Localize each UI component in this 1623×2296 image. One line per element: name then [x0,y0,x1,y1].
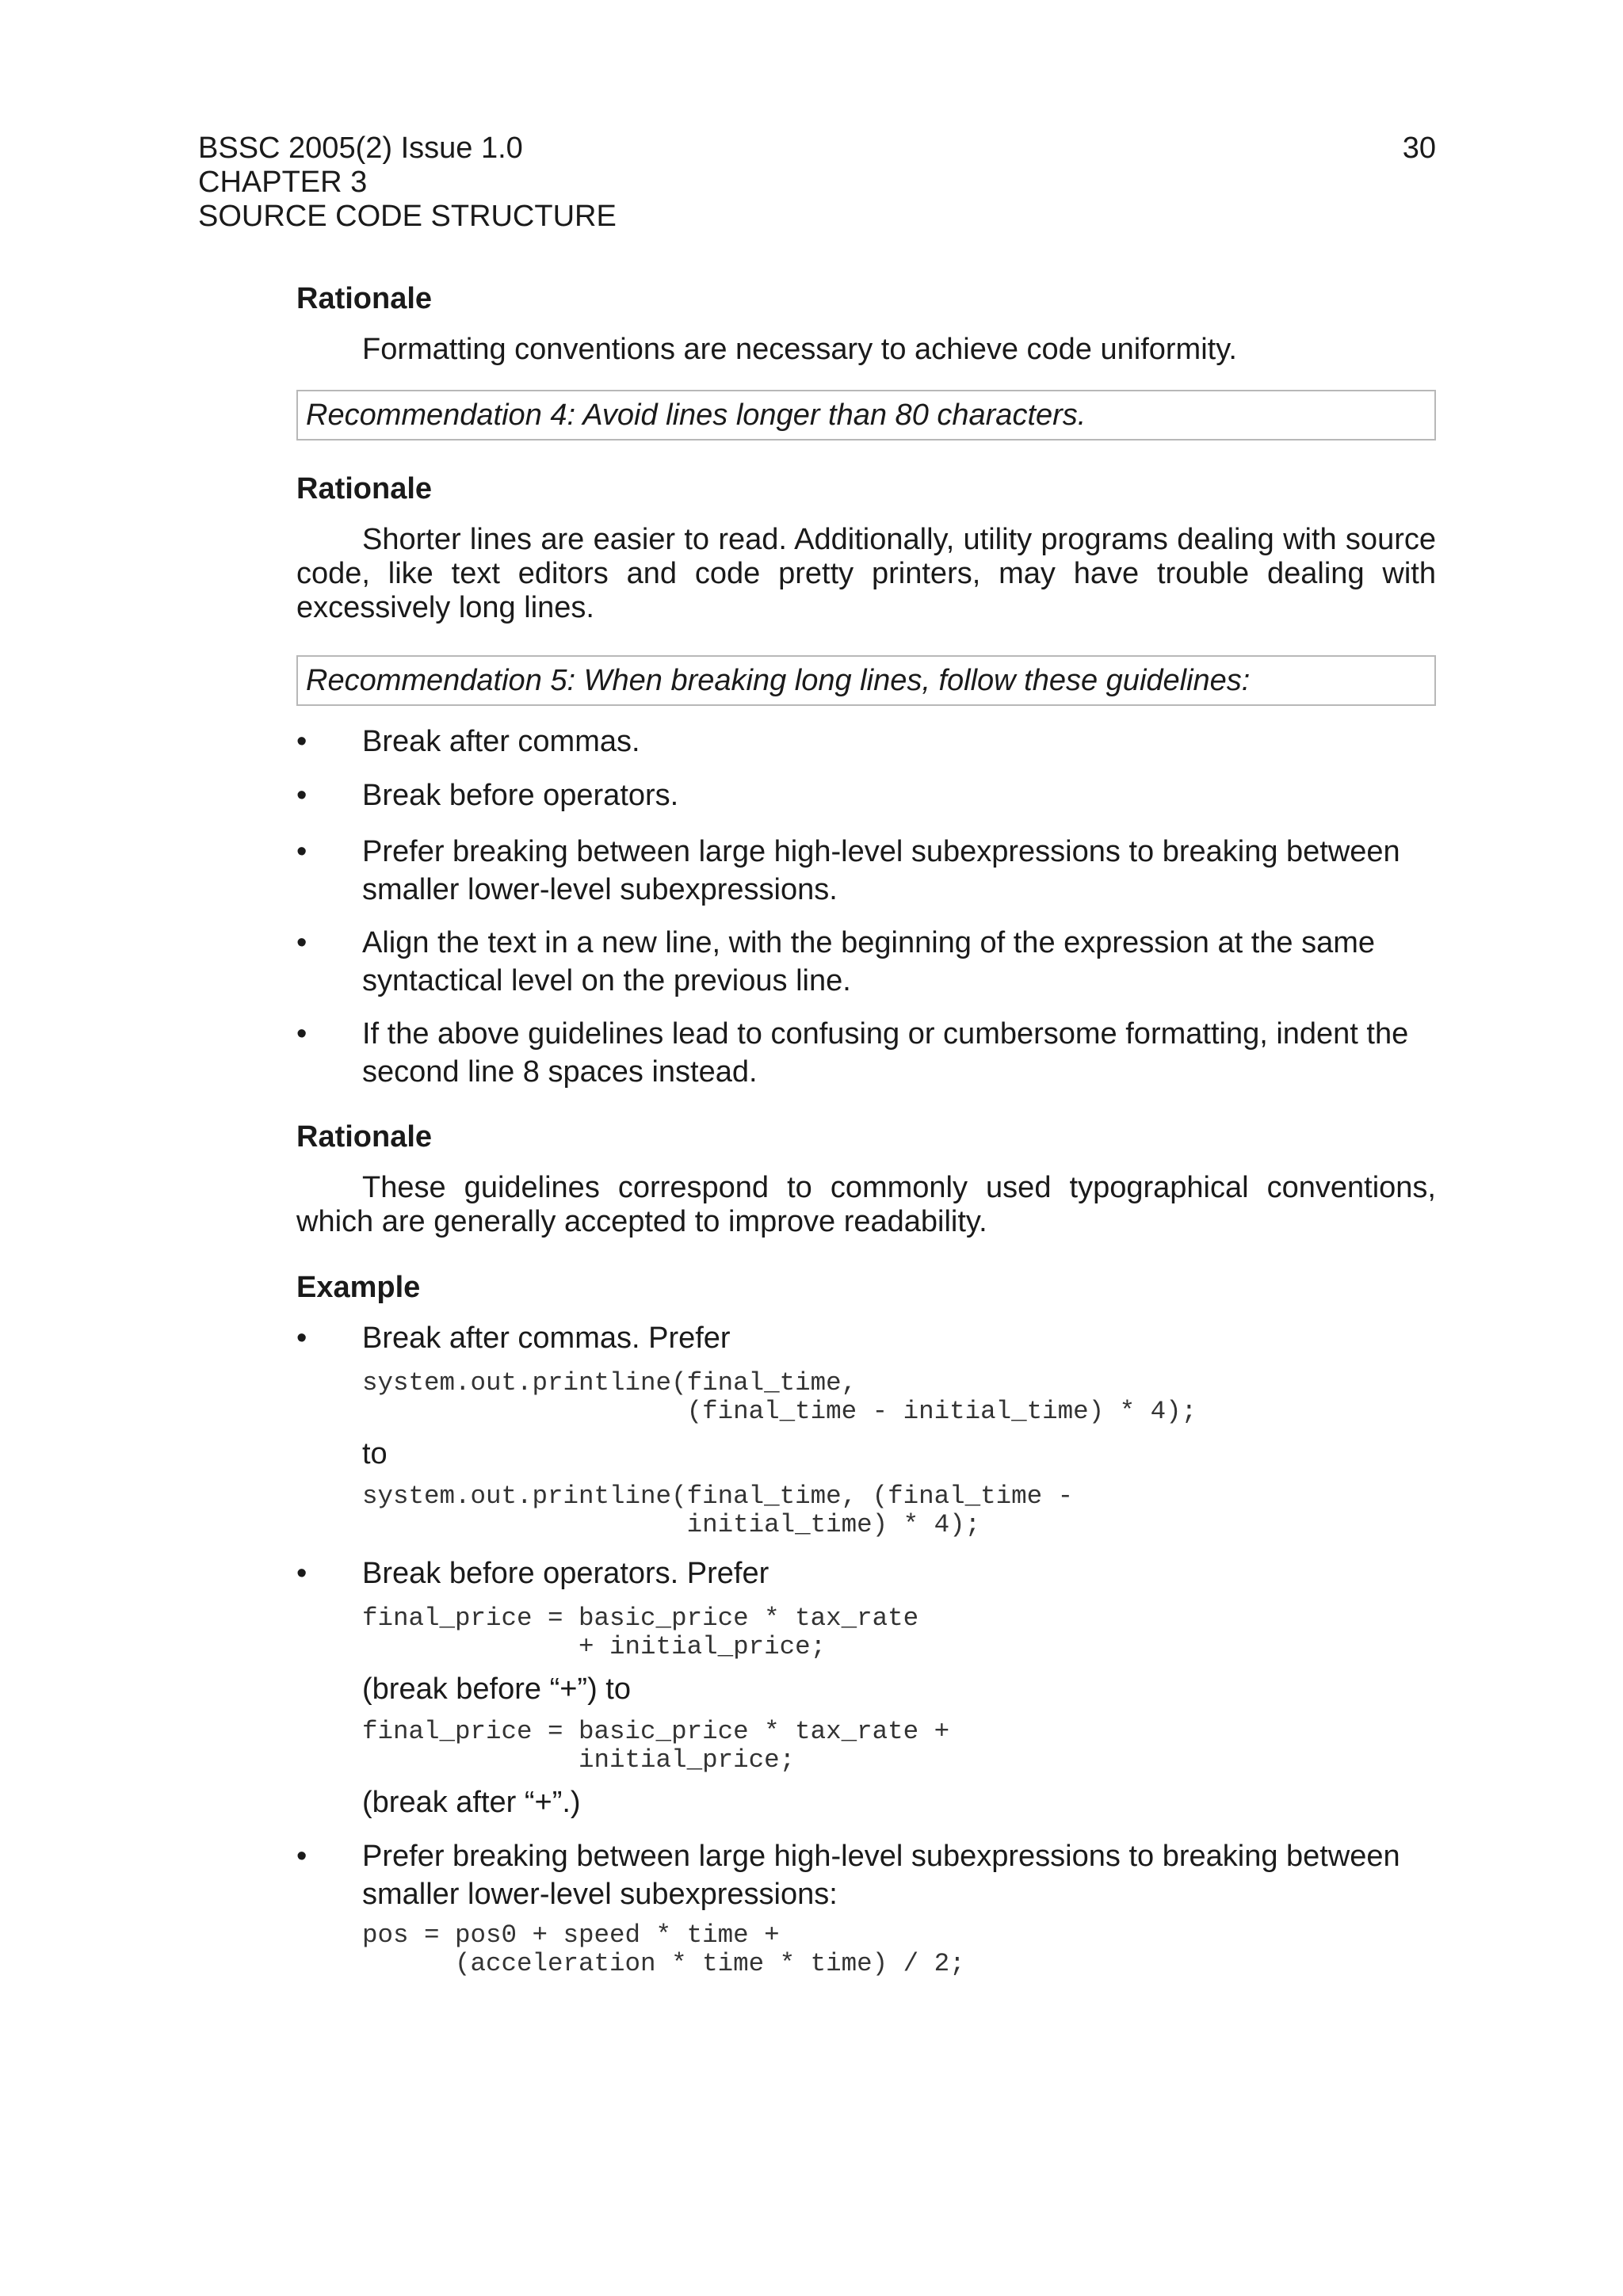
rationale-heading: Rationale [296,282,433,315]
connector-text: (break after “+”.) [362,1786,581,1819]
list-item [296,1557,1436,1820]
code-block: final_price = basic_price * tax_rate + initial_price; [362,1717,950,1775]
recommendation-4-box [296,390,1436,441]
list-item-text: Break before operators. Prefer [362,1557,769,1590]
recommendation-5-text: Recommendation 5: When breaking long lines, follow these guidelines: [306,664,1251,697]
bullet-marker: • [296,1840,307,1873]
connector-text: (break before “+”) to [362,1672,631,1706]
rationale-heading: Rationale [296,1120,433,1154]
rationale-text: These guidelines correspond to commonly used typographical conventions, which are generally accepted to improve readability. [296,1171,1436,1238]
list-item [296,1015,1436,1091]
page-number: 30 [1402,132,1436,165]
bullet-marker: • [296,1322,307,1355]
list-item [296,1837,1436,1978]
rationale-text: Shorter lines are easier to read. Additionally, utility programs dealing with source code, like text editors and code pretty printers, may have trouble dealing with excessively long lines. [296,523,1436,624]
example-list [296,1322,1436,1978]
example-heading: Example [296,1271,421,1304]
list-item [296,725,1436,759]
list-item-text: If the above guidelines lead to confusing or cumbersome formatting, indent the second line 8 spaces instead. [362,1017,1409,1089]
bullet-marker: • [296,926,307,959]
chapter-title: SOURCE CODE STRUCTURE [198,200,617,233]
bullet-marker: • [296,835,307,868]
code-block: pos = pos0 + speed * time + (acceleration * time * time) / 2; [362,1920,965,1978]
list-item [296,924,1436,1000]
page-header [198,132,1436,234]
connector-text: to [362,1437,388,1470]
code-block: system.out.printline(final_time, (final_time - initial_time) * 4); [362,1482,1074,1539]
recommendation-4-text: Recommendation 4: Avoid lines longer than 80 characters. [306,399,1086,432]
list-item-text: Align the text in a new line, with the beginning of the expression at the same syntactical level on the previous line. [362,926,1376,997]
recommendation-5-box [296,655,1436,706]
rationale-heading: Rationale [296,472,433,505]
chapter-label: CHAPTER 3 [198,166,368,199]
bullet-marker: • [296,1557,307,1590]
code-block: final_price = basic_price * tax_rate + initial_price; [362,1604,919,1661]
list-item [296,1322,1436,1539]
list-item-text: Prefer breaking between large high-level subexpressions to breaking between smaller lower-level subexpressions: [362,1840,1400,1911]
list-item [296,833,1436,909]
document-id: BSSC 2005(2) Issue 1.0 [198,132,523,165]
code-block: system.out.printline(final_time, (final_time - initial_time) * 4); [362,1368,1197,1426]
guidelines-list [296,725,1436,1091]
list-item-text: Break after commas. Prefer [362,1322,731,1355]
bullet-marker: • [296,1017,307,1051]
rationale-text: Formatting conventions are necessary to achieve code uniformity. [362,333,1237,366]
list-item-text: Break after commas. [362,725,640,758]
page-body [296,282,1436,1978]
bullet-marker: • [296,779,307,812]
list-item [296,779,1436,813]
list-item-text: Prefer breaking between large high-level subexpressions to breaking between smaller lower-level subexpressions. [362,835,1400,906]
list-item-text: Break before operators. [362,779,679,812]
bullet-marker: • [296,725,307,758]
